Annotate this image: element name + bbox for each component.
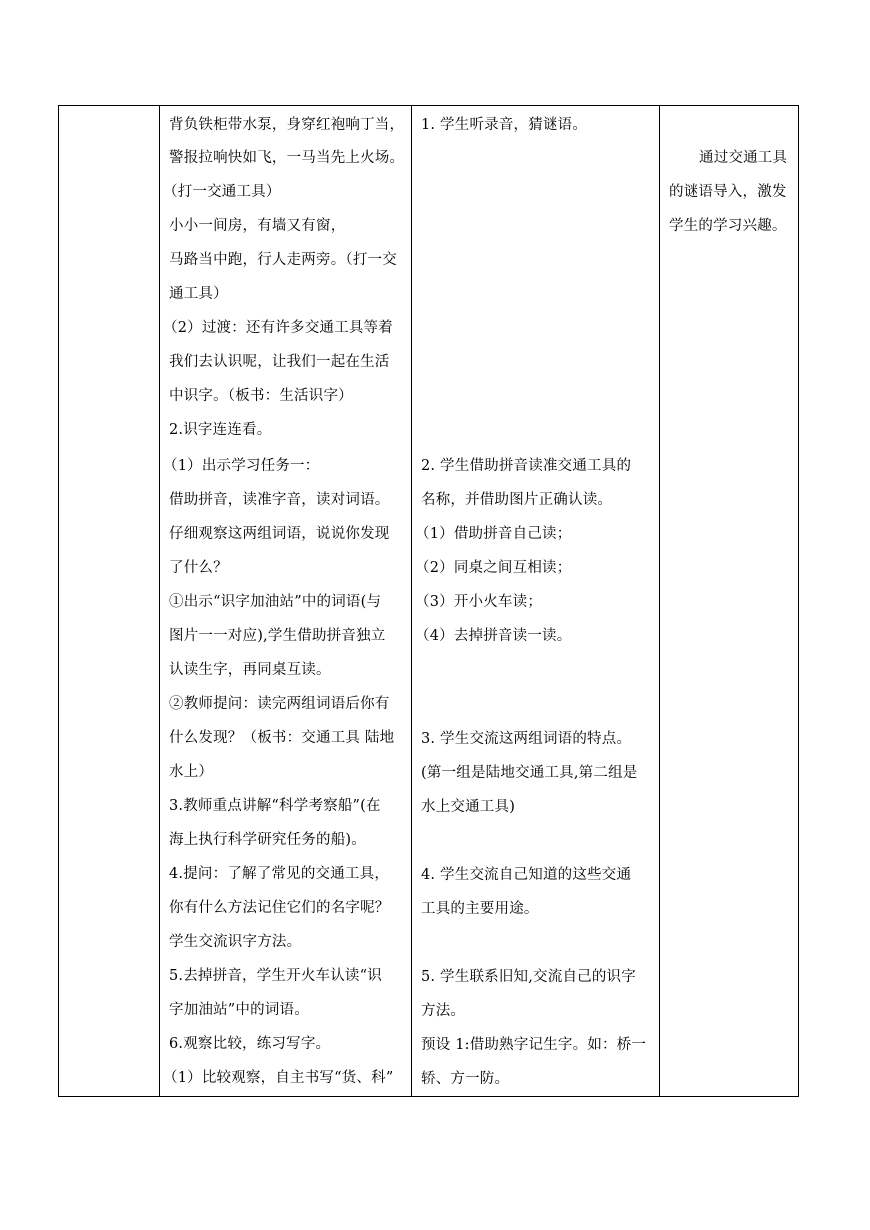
student-line: （4）去掉拼音读一读。 bbox=[415, 628, 572, 644]
procedure-line: 小小一间房，有墙又有窗， bbox=[169, 218, 346, 234]
student-line: 轿、方一防。 bbox=[421, 1071, 510, 1087]
student-line: 水上交通工具) bbox=[421, 799, 516, 815]
procedure-line: 中识字。（板书：生活识字） bbox=[169, 388, 353, 404]
student-line: （1）借助拼音自己读； bbox=[415, 526, 572, 542]
blank-first-column bbox=[59, 106, 159, 1096]
procedure-line: 认读生字，再同桌互读。 bbox=[169, 662, 331, 678]
student-line: 3. 学生交流这两组词语的特点。 bbox=[421, 731, 632, 747]
procedure-line: （1）比较观察，自主书写“货、科” bbox=[163, 1070, 394, 1086]
procedure-line: 图片一一对应),学生借助拼音独立 bbox=[169, 628, 386, 644]
intent-line: 的谜语导入，激发 bbox=[669, 184, 787, 200]
procedure-line: 水上） bbox=[169, 764, 214, 780]
intent-line: 学生的学习兴趣。 bbox=[669, 218, 787, 234]
procedure-line: 了什么？ bbox=[169, 560, 228, 576]
procedure-line: （1）出示学习任务一： bbox=[163, 458, 320, 474]
student-line: 工具的主要用途。 bbox=[421, 901, 539, 917]
procedure-line: 你有什么方法记住它们的名字呢？ bbox=[169, 900, 390, 916]
student-line: 1. 学生听录音，猜谜语。 bbox=[421, 117, 588, 133]
procedure-line: 6.观察比较，练习写字。 bbox=[169, 1036, 331, 1052]
student-line: 方法。 bbox=[421, 1003, 466, 1019]
procedure-line: 借助拼音，读准字音，读对词语。 bbox=[169, 492, 390, 508]
design-intent-cell bbox=[659, 106, 800, 1096]
student-activity-cell bbox=[411, 106, 659, 1096]
student-line: 预设 1:借助熟字记生字。如：桥一 bbox=[421, 1037, 647, 1053]
student-line: 2. 学生借助拼音读准交通工具的 bbox=[421, 458, 632, 474]
procedure-line: 海上执行科学研究任务的船)。 bbox=[169, 832, 366, 848]
student-line: (第一组是陆地交通工具,第二组是 bbox=[421, 765, 638, 781]
procedure-line: ②教师提问：读完两组词语后你有 bbox=[169, 696, 390, 712]
student-line: 5. 学生联系旧知,交流自己的识字 bbox=[421, 969, 636, 985]
student-line: （2）同桌之间互相读； bbox=[415, 560, 572, 576]
procedure-line: 背负铁柜带水泵，身穿红袍响丁当， bbox=[169, 117, 405, 133]
procedure-line: 5.去掉拼音，学生开火车认读“识 bbox=[169, 968, 382, 984]
procedure-line: （打一交通工具） bbox=[163, 184, 281, 200]
procedure-line: 2.识字连连看。 bbox=[169, 422, 272, 438]
procedure-line: 马路当中跑，行人走两旁。（打一交 bbox=[169, 252, 397, 268]
procedure-line: 字加油站”中的词语。 bbox=[169, 1002, 309, 1018]
student-line: 4. 学生交流自己知道的这些交通 bbox=[421, 867, 632, 883]
procedure-line: 4.提问：了解了常见的交通工具， bbox=[169, 866, 390, 882]
procedure-line: 通工具） bbox=[169, 286, 228, 302]
procedure-line: 我们去认识呢，让我们一起在生活 bbox=[169, 354, 390, 370]
procedure-line: 学生交流识字方法。 bbox=[169, 934, 302, 950]
student-line: （3）开小火车读； bbox=[415, 594, 543, 610]
procedure-line: （2）过渡：还有许多交通工具等着 bbox=[163, 320, 393, 336]
procedure-line: ①出示“识字加油站”中的词语(与 bbox=[169, 594, 382, 610]
procedure-line: 警报拉响快如飞，一马当先上火场。 bbox=[169, 150, 405, 166]
procedure-line: 3.教师重点讲解“科学考察船”(在 bbox=[169, 798, 381, 814]
procedure-line: 仔细观察这两组词语，说说你发现 bbox=[169, 526, 390, 542]
intent-line: 通过交通工具 bbox=[699, 150, 788, 166]
procedure-line: 什么发现？（板书：交通工具 陆地 bbox=[169, 730, 395, 746]
teacher-procedure-cell bbox=[159, 106, 411, 1096]
student-line: 名称，并借助图片正确认读。 bbox=[421, 492, 613, 508]
lesson-table bbox=[58, 105, 799, 1097]
